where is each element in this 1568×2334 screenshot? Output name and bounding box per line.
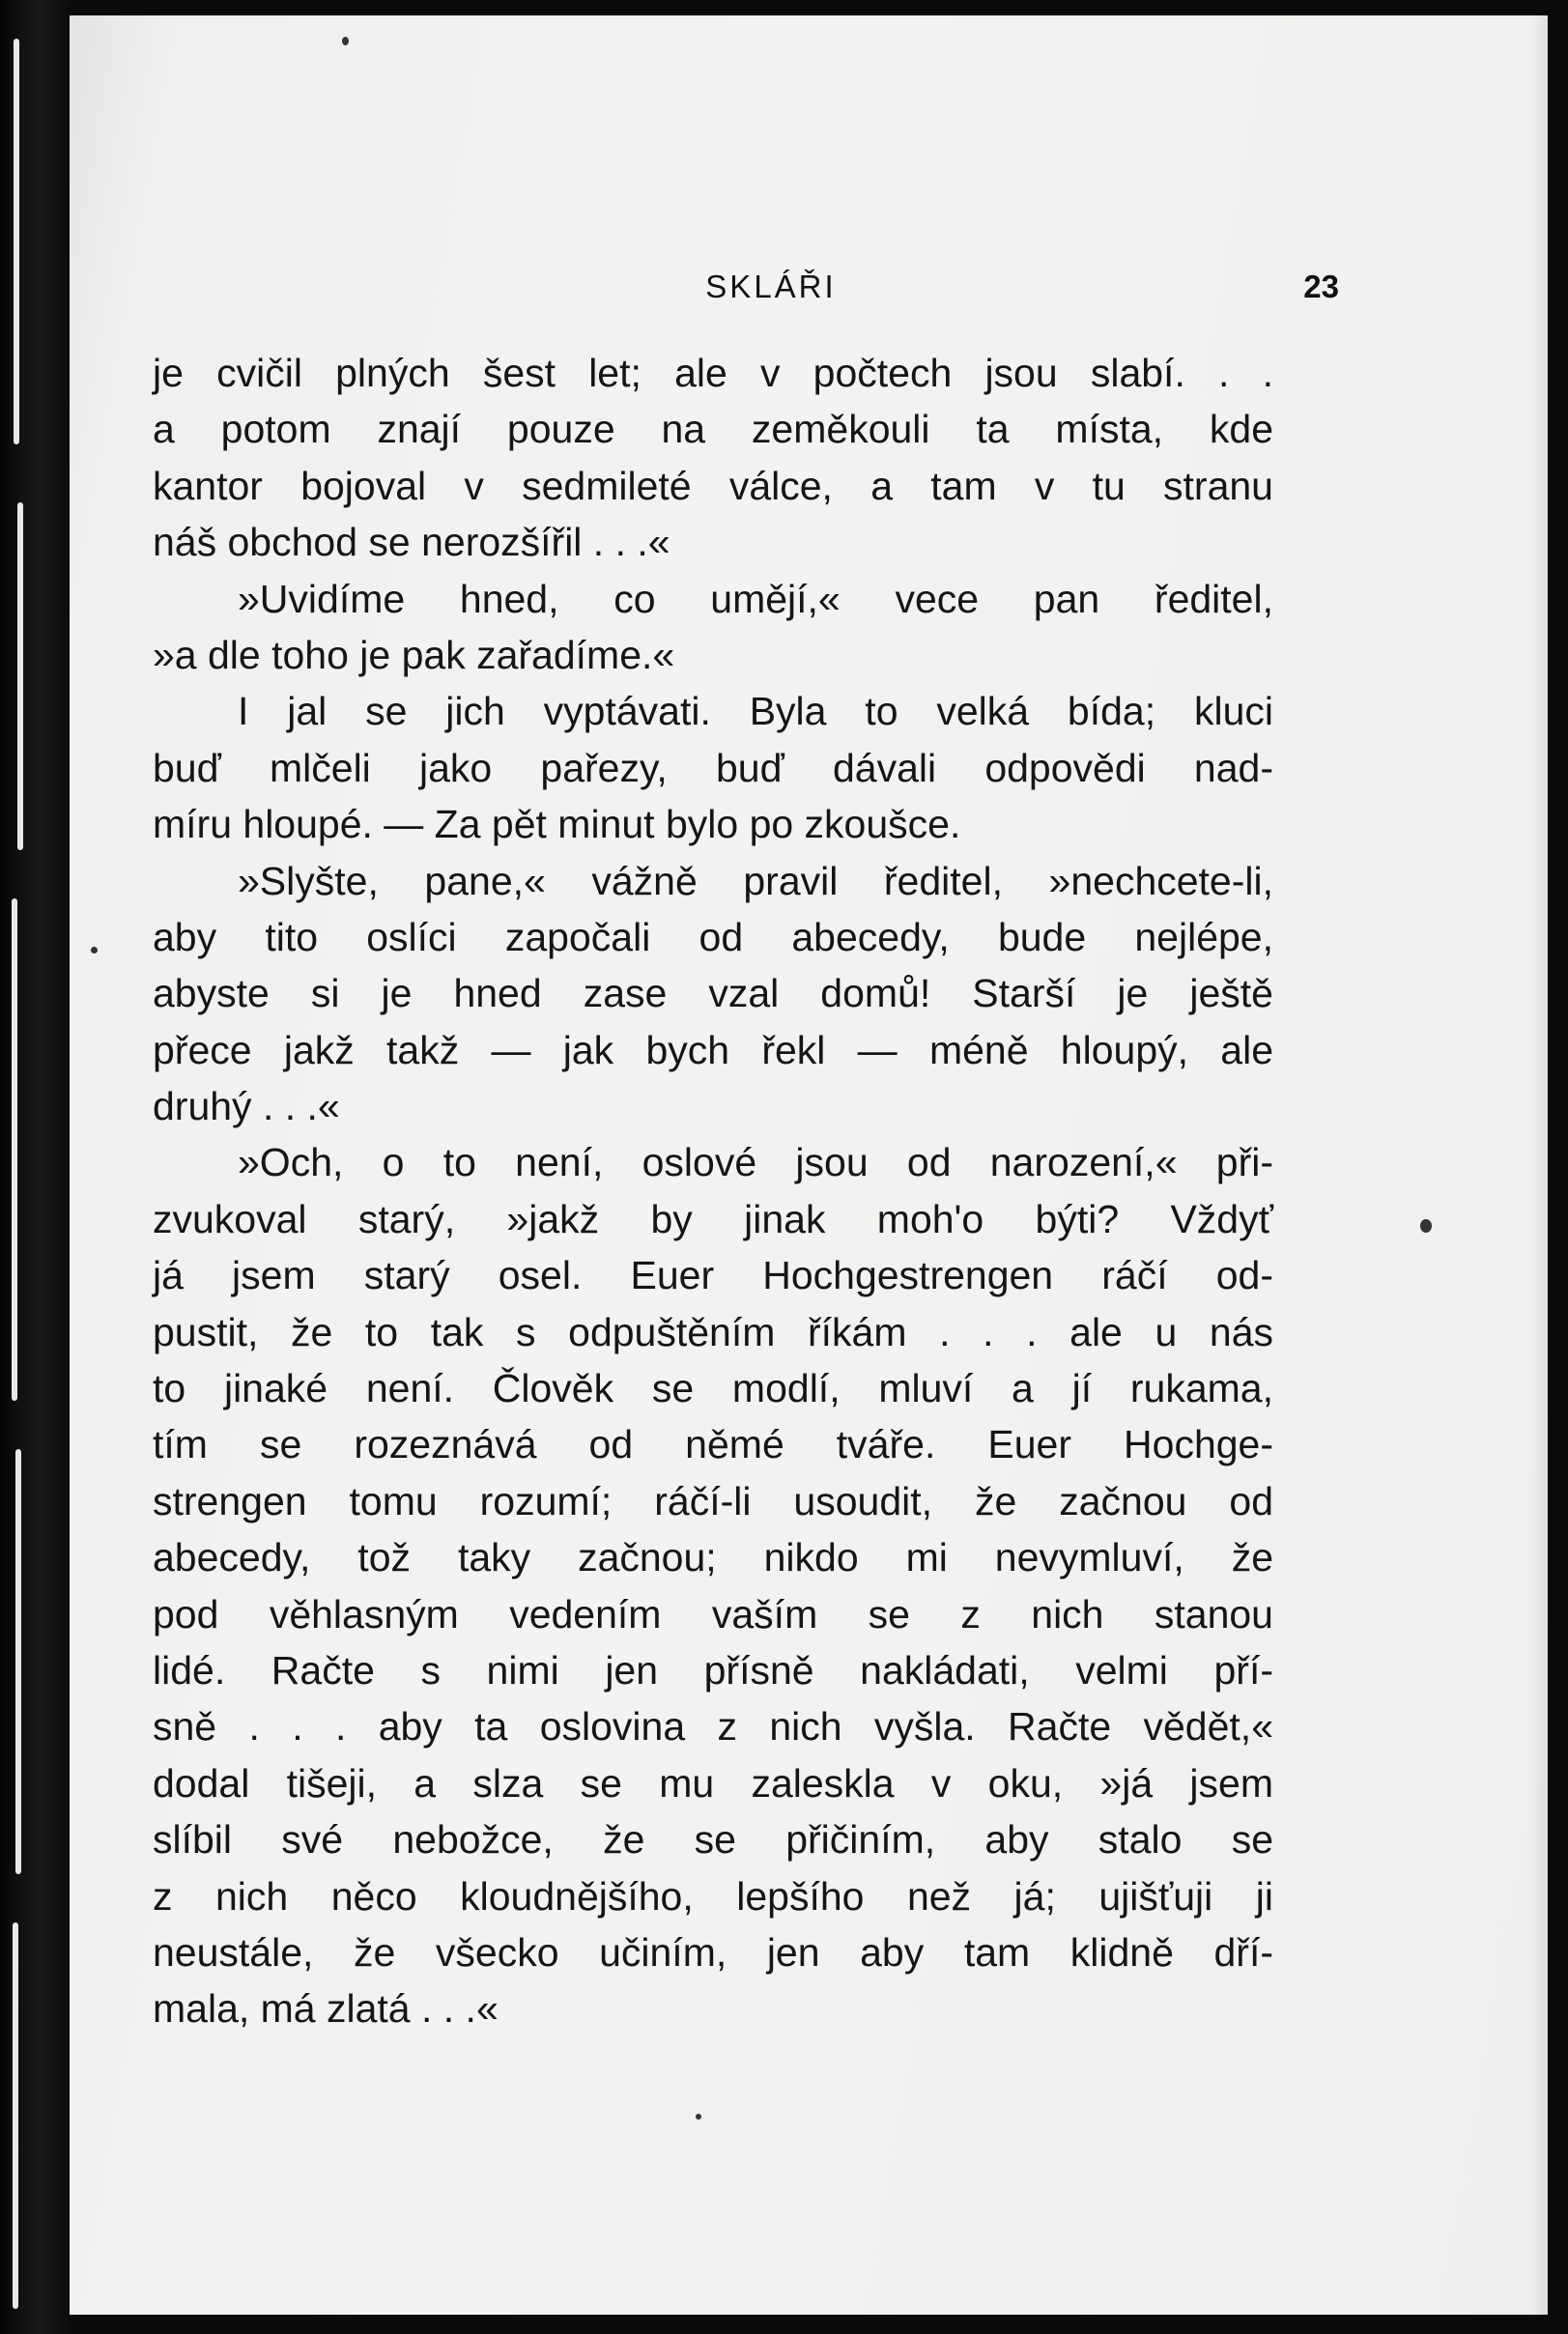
text-line: strengen tomu rozumí; ráčí-li usoudit, že začnou od xyxy=(153,1478,1273,1523)
page-header xyxy=(195,269,1347,327)
binding-thread xyxy=(15,1449,21,1874)
binding-thread xyxy=(12,898,17,1401)
text-line: z nich něco kloudnějšího, lepšího než já; ujišťuji ji xyxy=(153,1873,1273,1919)
ink-speck xyxy=(1420,1219,1432,1233)
page-number: 23 xyxy=(1303,269,1339,304)
text-line: a potom znají pouze na zeměkouli ta místa, kde xyxy=(153,407,1273,452)
text-line: pustit, že to tak s odpuštěním říkám . . . ale u nás xyxy=(153,1309,1273,1354)
text-line: druhý . . .« xyxy=(153,1084,340,1129)
running-title: SKLÁŘI xyxy=(705,269,837,304)
text-line: náš obchod se nerozšířil . . .« xyxy=(153,520,670,565)
ink-speck xyxy=(696,2114,701,2120)
text-line: míru hloupé. — Za pět minut bylo po zkoušce. xyxy=(153,802,961,847)
text-line: »Och, o to není, oslové jsou od narození,« při- xyxy=(238,1140,1273,1185)
text-line: I jal se jich vyptávati. Byla to velká bída; kluci xyxy=(238,689,1273,734)
text-line: tím se rozeznává od němé tváře. Euer Hochge- xyxy=(153,1422,1273,1467)
text-line: aby tito oslíci započali od abecedy, bude nejlépe, xyxy=(153,914,1273,959)
text-line: to jinaké není. Člověk se modlí, mluví a jí rukama, xyxy=(153,1366,1273,1411)
text-line: přece jakž takž — jak bych řekl — méně hloupý, ale xyxy=(153,1027,1273,1072)
book-binding-edge xyxy=(0,0,70,2334)
text-line: kantor bojoval v sedmileté válce, a tam v tu stranu xyxy=(153,463,1273,508)
text-line: buď mlčeli jako pařezy, buď dávali odpovědi nad- xyxy=(153,745,1273,790)
text-line: slíbil své nebožce, že se přičiním, aby stalo se xyxy=(153,1817,1273,1863)
text-line: je cvičil plných šest let; ale v počtech jsou slabí. . . xyxy=(153,351,1273,395)
ink-speck xyxy=(342,37,349,45)
text-line: sně . . . aby ta oslovina z nich vyšla. Račte vědět,« xyxy=(153,1704,1273,1750)
ink-speck xyxy=(91,947,98,954)
text-line: já jsem starý osel. Euer Hochgestrengen ráčí od- xyxy=(153,1253,1273,1298)
text-line: »Uvidíme hned, co umějí,« vece pan ředitel, xyxy=(238,576,1273,621)
binding-thread xyxy=(14,39,19,444)
text-line: »a dle toho je pak zařadíme.« xyxy=(153,632,675,677)
text-line: neustále, že všecko učiním, jen aby tam klidně dří- xyxy=(153,1929,1273,1975)
text-line: lidé. Račte s nimi jen přísně nakládati, velmi pří- xyxy=(153,1647,1273,1693)
binding-thread xyxy=(17,502,23,850)
text-line: mala, má zlatá . . .« xyxy=(153,1986,499,2032)
text-line: abecedy, tož taky začnou; nikdo mi nevymluví, že xyxy=(153,1535,1273,1580)
text-line: dodal tišeji, a slza se mu zaleskla v oku, »já jsem xyxy=(153,1760,1273,1806)
body-text xyxy=(153,345,1273,2037)
binding-thread xyxy=(13,1922,18,2309)
text-line: zvukoval starý, »jakž by jinak moh'o býti? Vždyť xyxy=(153,1196,1273,1241)
text-line: pod věhlasným vedením vaším se z nich stanou xyxy=(153,1591,1273,1637)
text-line: abyste si je hned zase vzal domů! Starší je ještě xyxy=(153,971,1273,1016)
text-line: »Slyšte, pane,« vážně pravil ředitel, »nechcete-li, xyxy=(238,858,1273,903)
